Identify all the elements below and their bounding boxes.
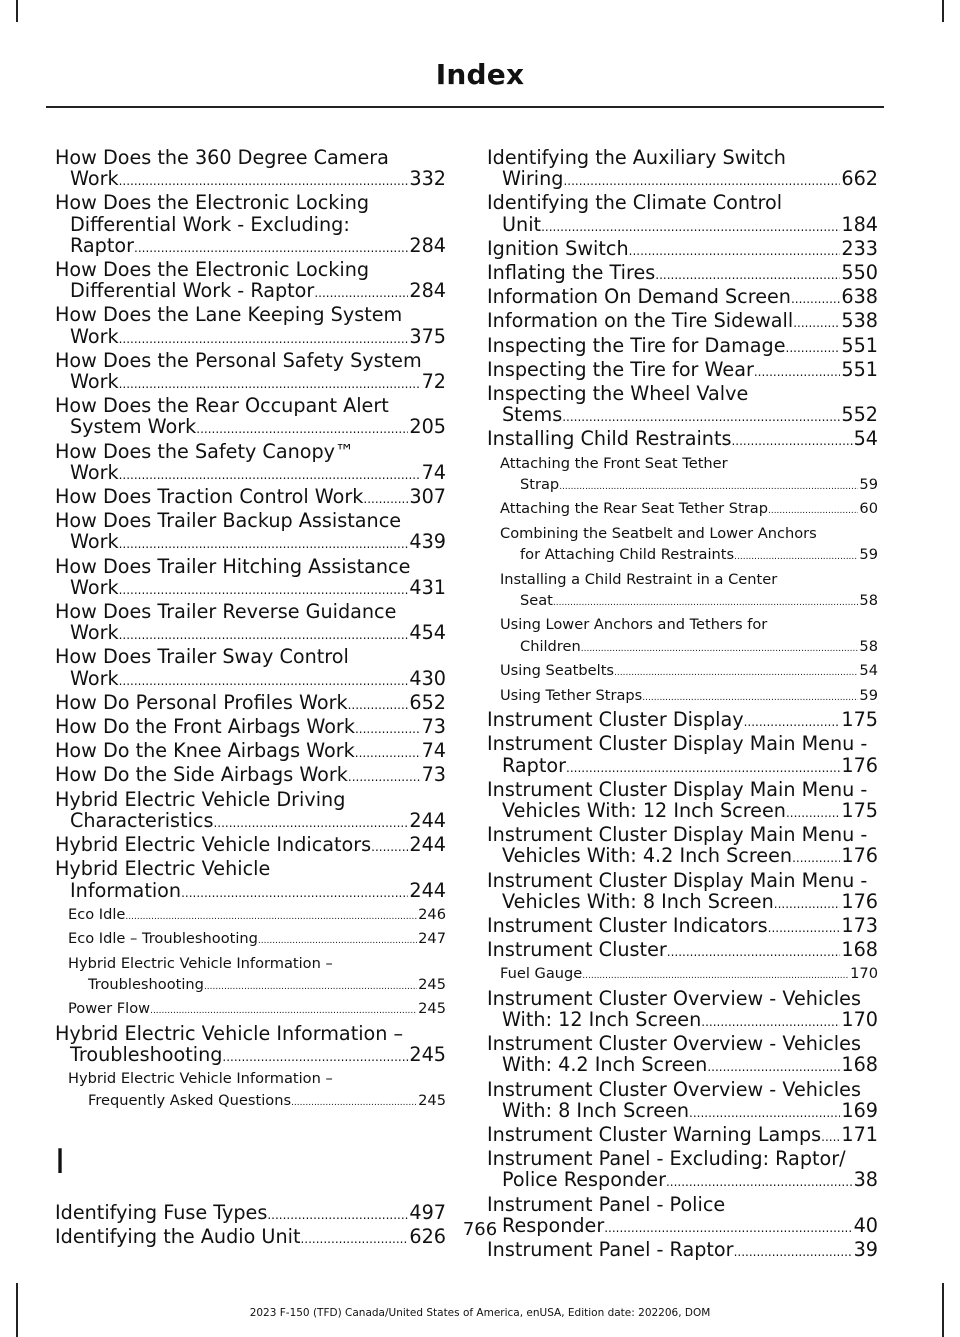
index-entry — [487, 192, 878, 237]
page-reference: 552 — [841, 403, 878, 427]
index-entry — [55, 259, 446, 304]
dot-leader — [774, 894, 841, 915]
entry-text: Information on the Tire Sidewall — [487, 309, 794, 333]
index-subentry — [500, 963, 878, 987]
page-reference: 246 — [418, 905, 446, 923]
index-entry — [487, 286, 878, 310]
entry-text: Troubleshooting — [70, 1042, 223, 1066]
entry-text: Attaching the Front Seat Tether — [500, 454, 728, 472]
index-entry — [487, 1124, 878, 1148]
page-reference: 245 — [409, 1042, 446, 1066]
page-reference: 245 — [418, 975, 446, 993]
page-number: 766 — [462, 1219, 498, 1240]
index-entry — [487, 779, 878, 824]
index-entry — [487, 709, 878, 733]
crop-mark-top-right-v — [942, 0, 944, 22]
index-subentry — [68, 998, 446, 1022]
entry-text: Children — [520, 637, 581, 655]
index-subentry — [68, 928, 446, 952]
index-entry — [487, 1033, 878, 1078]
dot-leader — [348, 767, 421, 788]
index-entry — [487, 939, 878, 963]
entry-text: Hybrid Electric Vehicle — [55, 857, 271, 881]
entry-text: Stems — [502, 403, 563, 427]
dot-leader — [348, 695, 409, 716]
page-reference: 245 — [418, 1091, 446, 1109]
page-reference: 638 — [841, 285, 878, 309]
index-entry — [55, 441, 446, 486]
index-entry — [487, 262, 878, 286]
index-subentry — [500, 660, 878, 684]
page-reference: 54 — [853, 427, 878, 451]
dot-leader — [768, 501, 858, 522]
index-entry — [55, 192, 446, 259]
dot-leader — [125, 907, 417, 928]
entry-text: How Do Personal Profiles Work — [55, 690, 348, 714]
entry-text: With: 8 Inch Screen — [502, 1098, 690, 1122]
entry-text: Instrument Cluster — [487, 938, 667, 962]
entry-text: How Does Trailer Reverse Guidance — [55, 600, 397, 624]
dot-leader — [566, 758, 840, 779]
dot-leader — [642, 688, 858, 709]
index-subentry — [500, 523, 878, 569]
entry-text: Identifying the Auxiliary Switch — [487, 146, 786, 169]
page-reference: 245 — [418, 1000, 446, 1018]
dot-leader — [559, 477, 858, 498]
page-reference: 538 — [841, 309, 878, 333]
dot-leader — [707, 1057, 840, 1078]
page-reference: 73 — [421, 715, 446, 739]
index-entry — [55, 510, 446, 555]
index-entry — [487, 310, 878, 334]
entry-text: Raptor — [502, 753, 566, 777]
entry-text: Inspecting the Tire for Damage — [487, 333, 786, 357]
entry-text: How Does the Personal Safety System — [55, 348, 422, 372]
index-entry — [487, 870, 878, 915]
entry-text: Strap — [520, 476, 560, 494]
page-reference: 497 — [409, 1200, 446, 1224]
index-entry — [487, 915, 878, 939]
index-entry — [55, 692, 446, 716]
dot-leader — [793, 313, 840, 334]
index-subentry — [500, 453, 878, 499]
entry-text: With: 12 Inch Screen — [502, 1007, 702, 1031]
dot-leader — [181, 883, 408, 904]
page-reference: 244 — [409, 878, 446, 902]
dot-leader — [119, 374, 421, 395]
entry-text: How Does the Electronic Locking — [55, 258, 370, 282]
dot-leader — [314, 283, 408, 304]
entry-text: Instrument Cluster Overview - Vehicles — [487, 986, 861, 1010]
index-entry — [55, 350, 446, 395]
entry-text: Instrument Cluster Indicators — [487, 913, 768, 937]
entry-text: Hybrid Electric Vehicle Driving — [55, 787, 346, 811]
entry-text: Attaching the Rear Seat Tether Strap — [500, 500, 768, 518]
dot-leader — [701, 1012, 840, 1033]
entry-text: Power Flow — [68, 1000, 151, 1018]
page-reference: 60 — [859, 500, 878, 518]
page-reference: 74 — [421, 460, 446, 484]
entry-text: Using Lower Anchors and Tethers for — [500, 616, 768, 634]
dot-leader — [371, 837, 408, 858]
page-reference: 59 — [859, 686, 878, 704]
entry-text: How Do the Front Airbags Work — [55, 715, 355, 739]
entry-text: Instrument Panel - Excluding: Raptor/ — [487, 1147, 846, 1171]
index-subentry — [500, 569, 878, 615]
index-entry — [55, 147, 446, 192]
index-subentry — [500, 614, 878, 660]
entry-text: Unit — [502, 212, 542, 236]
entry-text: Wiring — [502, 167, 564, 191]
dot-leader — [258, 931, 417, 952]
page-reference: 40 — [853, 1213, 878, 1237]
header-divider — [46, 106, 884, 108]
entry-text: Instrument Cluster Display Main Menu - — [487, 823, 868, 847]
page-reference: 175 — [841, 798, 878, 822]
index-entry — [487, 238, 878, 262]
entry-text: Identifying Fuse Types — [55, 1200, 268, 1224]
index-entry — [487, 147, 878, 192]
entry-text: Information On Demand Screen — [487, 285, 791, 309]
entry-text: With: 4.2 Inch Screen — [502, 1053, 708, 1077]
dot-leader — [689, 1103, 840, 1124]
dot-leader — [734, 547, 858, 568]
dot-leader — [196, 419, 408, 440]
dot-leader — [655, 265, 840, 286]
dot-leader — [363, 489, 408, 510]
entry-text: Inflating the Tires — [487, 261, 656, 285]
index-entry — [487, 359, 878, 383]
page-title: Index — [435, 58, 525, 91]
index-entry — [55, 834, 446, 858]
entry-text: Eco Idle — [68, 905, 126, 923]
entry-text: Vehicles With: 4.2 Inch Screen — [502, 844, 793, 868]
page-reference: 431 — [409, 575, 446, 599]
entry-text: How Does Trailer Hitching Assistance — [55, 554, 411, 578]
entry-text: Ignition Switch — [487, 236, 629, 260]
dot-leader — [563, 171, 840, 192]
entry-text: Work — [70, 666, 119, 690]
page-reference: 176 — [841, 844, 878, 868]
entry-text: Characteristics — [70, 808, 214, 832]
page-reference: 58 — [859, 637, 878, 655]
page-reference: 626 — [409, 1225, 446, 1249]
entry-text: Hybrid Electric Vehicle Indicators — [55, 833, 372, 857]
page-reference: 439 — [409, 530, 446, 554]
index-entry — [487, 988, 878, 1033]
page-reference: 72 — [421, 370, 446, 394]
entry-text: How Does the Rear Occupant Alert — [55, 394, 389, 418]
entry-text: System Work — [70, 415, 197, 439]
entry-text: Raptor — [70, 233, 134, 257]
dot-leader — [119, 671, 409, 692]
index-entry — [55, 646, 446, 691]
entry-text: Work — [70, 460, 119, 484]
entry-text: Instrument Cluster Display Main Menu - — [487, 777, 868, 801]
page-reference: 332 — [409, 167, 446, 191]
entry-text: Installing Child Restraints — [487, 427, 732, 451]
index-column-left — [55, 147, 446, 1250]
page-reference: 454 — [409, 621, 446, 645]
entry-text: Work — [70, 167, 119, 191]
page-reference: 74 — [421, 739, 446, 763]
entry-text: Hybrid Electric Vehicle Information – — [68, 954, 333, 972]
entry-text: How Do the Knee Airbags Work — [55, 739, 355, 763]
page-reference: 652 — [409, 690, 446, 714]
entry-text: Work — [70, 324, 119, 348]
index-letter-heading: I — [55, 1141, 66, 1182]
dot-leader — [614, 663, 858, 684]
footer-edition-info: 2023 F-150 (TFD) Canada/United States of America, enUSA, Edition date: 202206, DOM — [249, 1307, 711, 1319]
dot-leader — [562, 407, 840, 428]
page-reference: 284 — [409, 279, 446, 303]
index-entry — [55, 556, 446, 601]
entry-text: Inspecting the Tire for Wear — [487, 357, 754, 381]
entry-text: Instrument Cluster Display — [487, 708, 744, 732]
dot-leader — [768, 918, 841, 939]
index-entry — [487, 1239, 878, 1263]
entry-text: Eco Idle – Troubleshooting — [68, 930, 258, 948]
page-reference: 170 — [841, 1007, 878, 1031]
entry-text: Hybrid Electric Vehicle Information – — [55, 1021, 404, 1045]
index-subentry — [68, 953, 446, 999]
index-entry — [55, 486, 446, 510]
dot-leader — [222, 1047, 408, 1068]
dot-leader — [119, 580, 409, 601]
page-reference: 54 — [859, 662, 878, 680]
dot-leader — [582, 966, 849, 987]
dot-leader — [134, 238, 408, 259]
page-reference: 171 — [841, 1122, 878, 1146]
dot-leader — [119, 171, 409, 192]
page-reference: 430 — [409, 666, 446, 690]
entry-text: Hybrid Electric Vehicle Information – — [68, 1070, 333, 1088]
index-entry — [55, 1023, 446, 1068]
page-reference: 550 — [841, 261, 878, 285]
dot-leader — [667, 942, 841, 963]
dot-leader — [204, 977, 417, 998]
index-entry — [55, 764, 446, 788]
entry-text: Information — [70, 878, 182, 902]
dot-leader — [792, 848, 840, 869]
index-subentry — [500, 685, 878, 709]
dot-leader — [666, 1172, 853, 1193]
page-reference: 169 — [841, 1098, 878, 1122]
dot-leader — [744, 712, 841, 733]
page-reference: 233 — [841, 236, 878, 260]
entry-text: Seat — [520, 592, 553, 610]
entry-text: How Does the 360 Degree Camera — [55, 146, 389, 169]
dot-leader — [119, 329, 409, 350]
entry-text: Work — [70, 530, 119, 554]
index-entry — [487, 733, 878, 778]
entry-text: Work — [70, 621, 119, 645]
index-entry — [487, 824, 878, 869]
index-entry — [55, 789, 446, 834]
entry-text: Differential Work - Excluding: — [70, 212, 350, 236]
entry-text: Combining the Seatbelt and Lower Anchors — [500, 524, 817, 542]
page-reference: 38 — [853, 1168, 878, 1192]
dot-leader — [355, 743, 421, 764]
page-reference: 247 — [418, 930, 446, 948]
page-reference: 58 — [859, 592, 878, 610]
dot-leader — [541, 217, 840, 238]
dot-leader — [119, 534, 409, 555]
index-entry — [487, 1148, 878, 1193]
crop-mark-top-left-v — [16, 0, 18, 22]
dot-leader — [786, 803, 840, 824]
entry-text: Responder — [502, 1213, 605, 1237]
index-column-right — [487, 147, 878, 1263]
entry-text: for Attaching Child Restraints — [520, 546, 735, 564]
dot-leader — [291, 1093, 417, 1114]
dot-leader — [581, 639, 859, 660]
entry-text: How Does Traction Control Work — [55, 485, 364, 509]
page-reference: 176 — [841, 889, 878, 913]
dot-leader — [786, 338, 841, 359]
dot-leader — [355, 719, 421, 740]
entry-text: Using Seatbelts — [500, 662, 615, 680]
page-reference: 244 — [409, 808, 446, 832]
page-reference: 173 — [841, 913, 878, 937]
index-subentry — [68, 904, 446, 928]
entry-text: Troubleshooting — [88, 975, 204, 993]
dot-leader — [150, 1001, 417, 1022]
entry-text: Identifying the Audio Unit — [55, 1225, 301, 1249]
index-entry — [55, 858, 446, 903]
page-reference: 170 — [850, 965, 878, 983]
dot-leader — [213, 813, 408, 834]
page-reference: 39 — [853, 1237, 878, 1261]
index-entry — [55, 601, 446, 646]
entry-text: Installing a Child Restraint in a Center — [500, 570, 778, 588]
entry-text: Identifying the Climate Control — [487, 191, 783, 215]
entry-text: Vehicles With: 8 Inch Screen — [502, 889, 774, 913]
entry-text: Instrument Cluster Display Main Menu - — [487, 732, 868, 756]
page-reference: 375 — [409, 324, 446, 348]
entry-text: Work — [70, 575, 119, 599]
entry-text: How Does the Safety Canopy™ — [55, 439, 355, 463]
page-reference: 176 — [841, 753, 878, 777]
page-reference: 284 — [409, 233, 446, 257]
page-reference: 175 — [841, 708, 878, 732]
entry-text: How Do the Side Airbags Work — [55, 763, 348, 787]
dot-leader — [119, 625, 409, 646]
entry-text: How Does the Lane Keeping System — [55, 303, 403, 327]
entry-text: How Does Trailer Backup Assistance — [55, 509, 402, 533]
entry-text: How Does Trailer Sway Control — [55, 645, 349, 669]
entry-text: Inspecting the Wheel Valve — [487, 382, 749, 406]
page-reference: 59 — [859, 546, 878, 564]
entry-text: Instrument Cluster Overview - Vehicles — [487, 1077, 861, 1101]
dot-leader — [731, 431, 852, 452]
page-reference: 662 — [841, 167, 878, 191]
page-reference: 184 — [841, 212, 878, 236]
dot-leader — [821, 1127, 840, 1148]
entry-text: Fuel Gauge — [500, 965, 583, 983]
entry-text: Work — [70, 370, 119, 394]
entry-text: Instrument Cluster Overview - Vehicles — [487, 1032, 861, 1056]
index-entry — [55, 304, 446, 349]
dot-leader — [119, 465, 421, 486]
entry-text: Differential Work - Raptor — [70, 279, 315, 303]
page-reference: 307 — [409, 485, 446, 509]
entry-text: Instrument Panel - Police — [487, 1192, 726, 1216]
index-entry — [55, 740, 446, 764]
index-entry — [487, 383, 878, 428]
dot-leader — [553, 593, 859, 614]
index-entry — [55, 716, 446, 740]
index-entry — [487, 335, 878, 359]
entry-text: Frequently Asked Questions — [88, 1091, 292, 1109]
dot-leader — [754, 362, 841, 383]
index-subentry — [500, 498, 878, 522]
dot-leader — [629, 241, 841, 262]
page-reference: 244 — [409, 833, 446, 857]
entry-text: Instrument Panel - Raptor — [487, 1237, 734, 1261]
page-reference: 205 — [409, 415, 446, 439]
entry-text: Using Tether Straps — [500, 686, 643, 704]
dot-leader — [734, 1242, 853, 1263]
dot-leader — [791, 289, 840, 310]
page-reference: 551 — [841, 333, 878, 357]
index-subentry — [68, 1068, 446, 1114]
entry-text: Instrument Cluster Display Main Menu - — [487, 868, 868, 892]
entry-text: Vehicles With: 12 Inch Screen — [502, 798, 786, 822]
index-entry — [487, 1079, 878, 1124]
entry-text: How Does the Electronic Locking — [55, 191, 370, 215]
page-reference: 168 — [841, 938, 878, 962]
page-reference: 73 — [421, 763, 446, 787]
index-entry — [487, 428, 878, 452]
entry-text: Police Responder — [502, 1168, 666, 1192]
page-reference: 59 — [859, 476, 878, 494]
index-entry — [55, 395, 446, 440]
entry-text: Instrument Cluster Warning Lamps — [487, 1122, 822, 1146]
page-reference: 168 — [841, 1053, 878, 1077]
page-reference: 551 — [841, 357, 878, 381]
